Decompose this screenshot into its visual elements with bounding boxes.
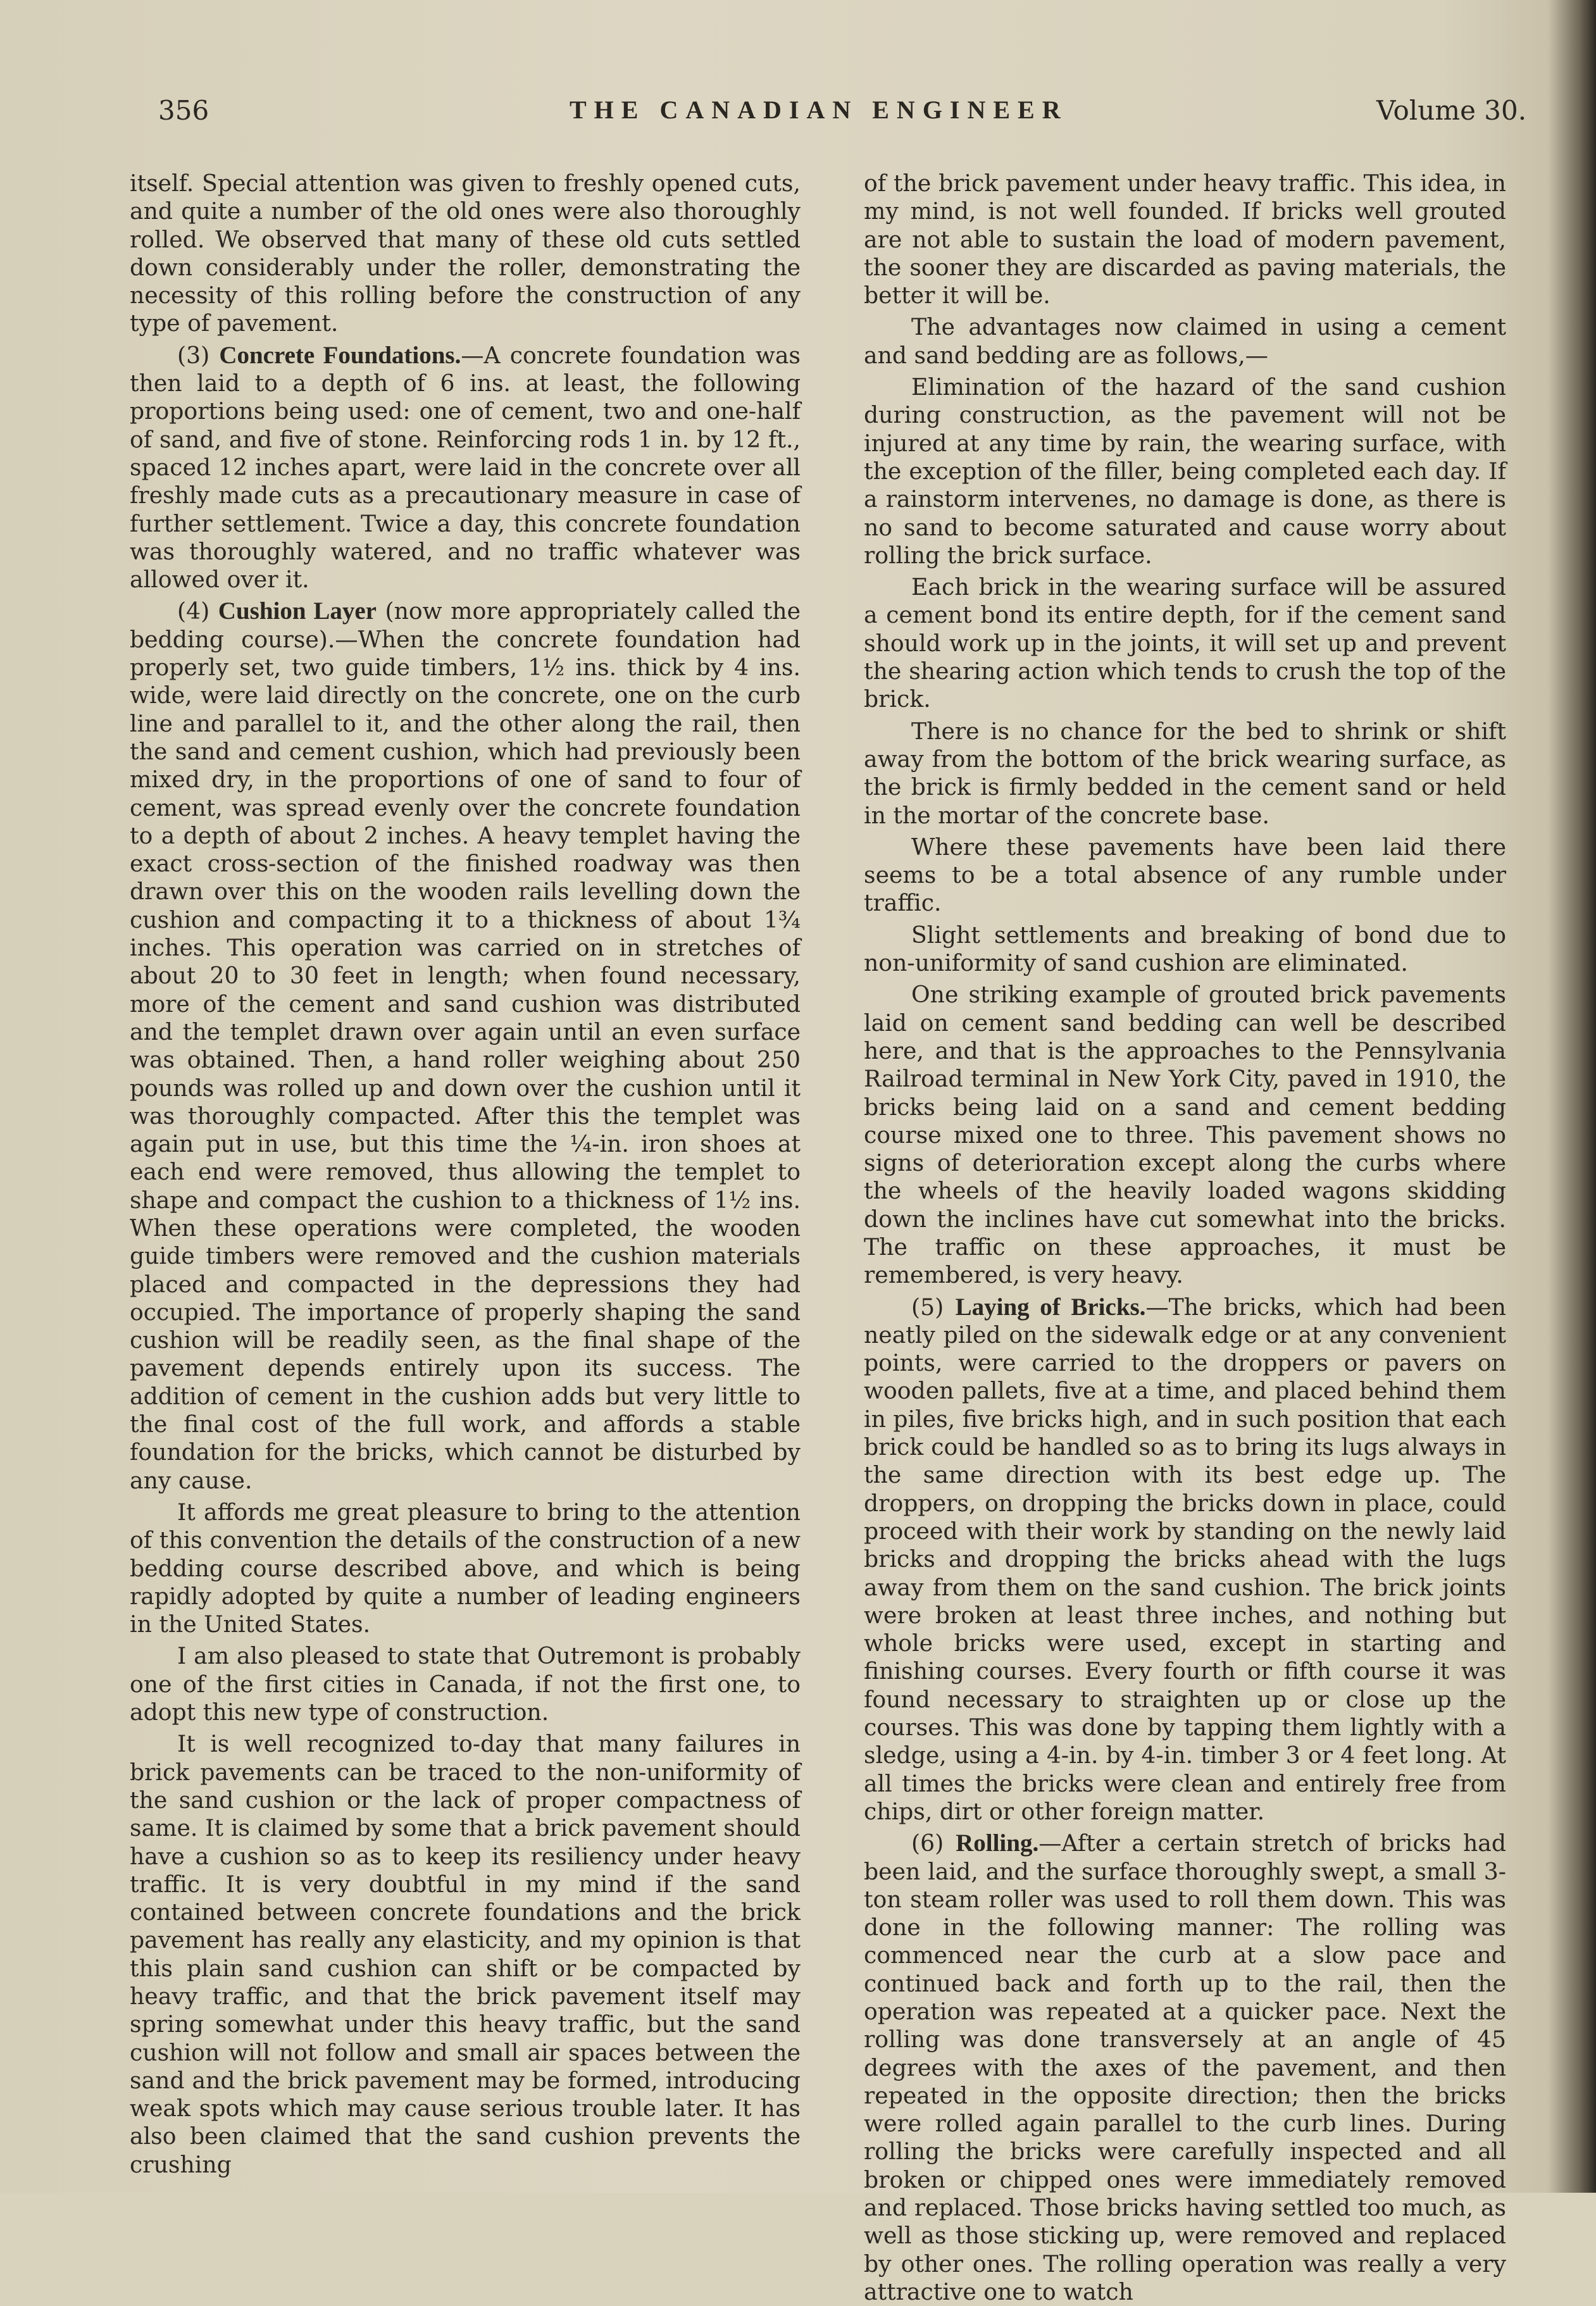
- paragraph: Slight settlements and breaking of bond due to non-uniformity of sand cushion are eliminated.: [864, 921, 1506, 977]
- paragraph: One striking example of grouted brick pavements laid on cement sand bedding can well be described here, and that is the approaches to the Pennsylvania Railroad terminal in New York City, paved in 1910, the bricks being laid on a sand and cement bedding course mixed one to three. This pavement shows no signs of deterioration except along the curbs where the wheels of the heavily loaded wagons skidding down the inclines have cut somewhat into the bricks. The traffic on these approaches, it must be remembered, is very heavy.: [864, 981, 1506, 1289]
- paragraph: of the brick pavement under heavy traffic. This idea, in my mind, is not well founded. If bricks well grouted are not able to sustain the load of modern pavement, the sooner they are discarded as paving materials, the better it will be.: [864, 170, 1506, 309]
- section-title: Rolling.: [956, 1829, 1039, 1857]
- left-column: [130, 170, 801, 2179]
- paragraph: Elimination of the hazard of the sand cushion during construction, as the pavement will not be injured at any time by rain, the wearing surface, with the exception of the filler, being completed each day. If a rainstorm intervenes, no damage is done, as there is no sand to become saturated and cause worry about rolling the brick surface.: [864, 373, 1506, 569]
- section-text: (now more appropriately called the bedding course).—When the concrete foundation had properly set, two guide timbers, 1½ ins. thick by 4 ins. wide, were laid directly on the concrete, one on the curb line and parallel to it, and the other along the rail, then the sand and cement cushion, which had previously been mixed dry, in the proportions of one of sand to four of cement, was spread evenly over the concrete foundation to a depth of about 2 inches. A heavy templet having the exact cross-section of the finished roadway was then drawn over this on the wooden rails levelling down the cushion and compacting it to a thickness of about 1¾ inches. This operation was carried on in stretches of about 20 to 30 feet in length; when found necessary, more of the cement and sand cushion was distributed and the templet drawn over again until an even surface was obtained. Then, a hand roller weighing about 250 pounds was rolled up and down over the cushion until it was thoroughly compacted. After this the templet was again put in use, but this time the ¼-in. iron shoes at each end were removed, thus allowing the templet to shape and compact the cushion to a thickness of 1½ ins. When these operations were completed, the wooden guide timbers were removed and the cushion materials placed and compacted in the depressions they had occupied. The importance of properly shaping the sand cushion will be readily seen, as the final shape of the pavement depends entirely upon its success. The addition of cement in the cushion adds but very little to the final cost of the full work, and affords a stable foundation for the bricks, which cannot be disturbed by any cause.: [130, 597, 801, 1494]
- paragraph: itself. Special attention was given to freshly opened cuts, and quite a number of the old ones were also thoroughly rolled. We observed that many of these old cuts settled down considerably under the roller, demonstrating the necessity of this rolling before the construction of any type of pavement.: [130, 170, 801, 337]
- paragraph: Where these pavements have been laid there seems to be a total absence of any rumble under traffic.: [864, 833, 1506, 917]
- section-number: (5): [911, 1293, 944, 1321]
- page-number: 356: [158, 95, 209, 126]
- section-text: —The bricks, which had been neatly piled on the sidewalk edge or at any convenient points, were carried to the droppers or pavers on wooden pallets, five at a time, and placed behind them in piles, five bricks high, and in such position that each brick could be handled so as to bring its lugs always in the same direction with its best edge up. The droppers, on dropping the bricks down in place, could proceed with their work by standing on the newly laid bricks and dropping the bricks ahead with the lugs away from them on the sand cushion. The brick joints were broken at least three inches, and nothing but whole bricks were used, except in starting and finishing courses. Every fourth or fifth course it was found necessary to straighten up or close up the courses. This was done by tapping them lightly with a sledge, using a 4-in. by 4-in. timber 3 or 4 feet long. At all times the bricks were clean and entirely free from chips, dirt or other foreign matter.: [864, 1293, 1506, 1825]
- section-title: Laying of Bricks.: [955, 1293, 1146, 1321]
- volume-label: Volume 30.: [1376, 95, 1527, 126]
- section-text: —After a certain stretch of bricks had been laid, and the surface thoroughly swept, a small 3-ton steam roller was used to roll them down. This was done in the following manner: The rolling was commenced near the curb at a slow pace and continued back and forth up to the rail, then the operation was repeated at a quicker pace. Next the rolling was done transversely at an angle of 45 degrees with the axes of the pavement, and then repeated in the opposite direction; then the bricks were rolled again parallel to the curb lines. During rolling the bricks were carefully inspected and all broken or chipped ones were immediately removed and replaced. Those bricks having settled too much, as well as those sticking up, were removed and replaced by other ones. The rolling operation was really a very attractive one to watch: [864, 1829, 1506, 2305]
- paragraph: There is no chance for the bed to shrink or shift away from the bottom of the brick wearing surface, as the brick is firmly bedded in the cement sand or held in the mortar of the concrete base.: [864, 717, 1506, 829]
- section-laying-of-bricks: [864, 1293, 1506, 1826]
- section-text: —A concrete foundation was then laid to a depth of 6 ins. at least, the following proportions being used: one of cement, two and one-half of sand, and five of stone. Reinforcing rods 1 in. by 12 ft., spaced 12 inches apart, were laid in the concrete over all freshly made cuts as a precautionary measure in case of further settlement. Twice a day, this concrete foundation was thoroughly watered, and no traffic whatever was allowed over it.: [130, 341, 801, 594]
- paragraph: The advantages now claimed in using a cement and sand bedding are as follows,—: [864, 313, 1506, 369]
- right-column: [864, 170, 1506, 2306]
- section-title: Concrete Foundations.: [219, 341, 461, 369]
- section-number: (3): [177, 341, 210, 369]
- page-header: [0, 95, 1596, 133]
- section-rolling: [864, 1829, 1506, 2306]
- paragraph: It affords me great pleasure to bring to the attention of this convention the details of the construction of a new bedding course described above, and which is being rapidly adopted by quite a number of leading engineers in the United States.: [130, 1498, 801, 1638]
- section-title: Cushion Layer: [218, 597, 377, 625]
- journal-title: THE CANADIAN ENGINEER: [570, 96, 1068, 124]
- paragraph: I am also pleased to state that Outremont is probably one of the first cities in Canada, if not the first one, to adopt this new type of construction.: [130, 1642, 801, 1726]
- section-concrete-foundations: [130, 342, 801, 594]
- section-number: (4): [177, 597, 210, 625]
- paragraph: It is well recognized to-day that many failures in brick pavements can be traced to the non-uniformity of the sand cushion or the lack of proper compactness of same. It is claimed by some that a brick pavement should have a cushion so as to keep its resiliency under heavy traffic. It is very doubtful in my mind if the sand contained between concrete foundations and the brick pavement has really any elasticity, and my opinion is that this plain sand cushion can shift or be compacted by heavy traffic, and that the brick pavement itself may spring somewhat under this heavy traffic, but the sand cushion will not follow and small air spaces between the sand and the brick pavement may be formed, introducing weak spots which may cause serious trouble later. It has also been claimed that the sand cushion prevents the crushing: [130, 1730, 801, 2178]
- section-number: (6): [911, 1829, 944, 1857]
- section-cushion-layer: [130, 597, 801, 1495]
- paragraph: Each brick in the wearing surface will be assured a cement bond its entire depth, for if the cement sand should work up in the joints, it will set up and prevent the shearing action which tends to crush the top of the brick.: [864, 573, 1506, 713]
